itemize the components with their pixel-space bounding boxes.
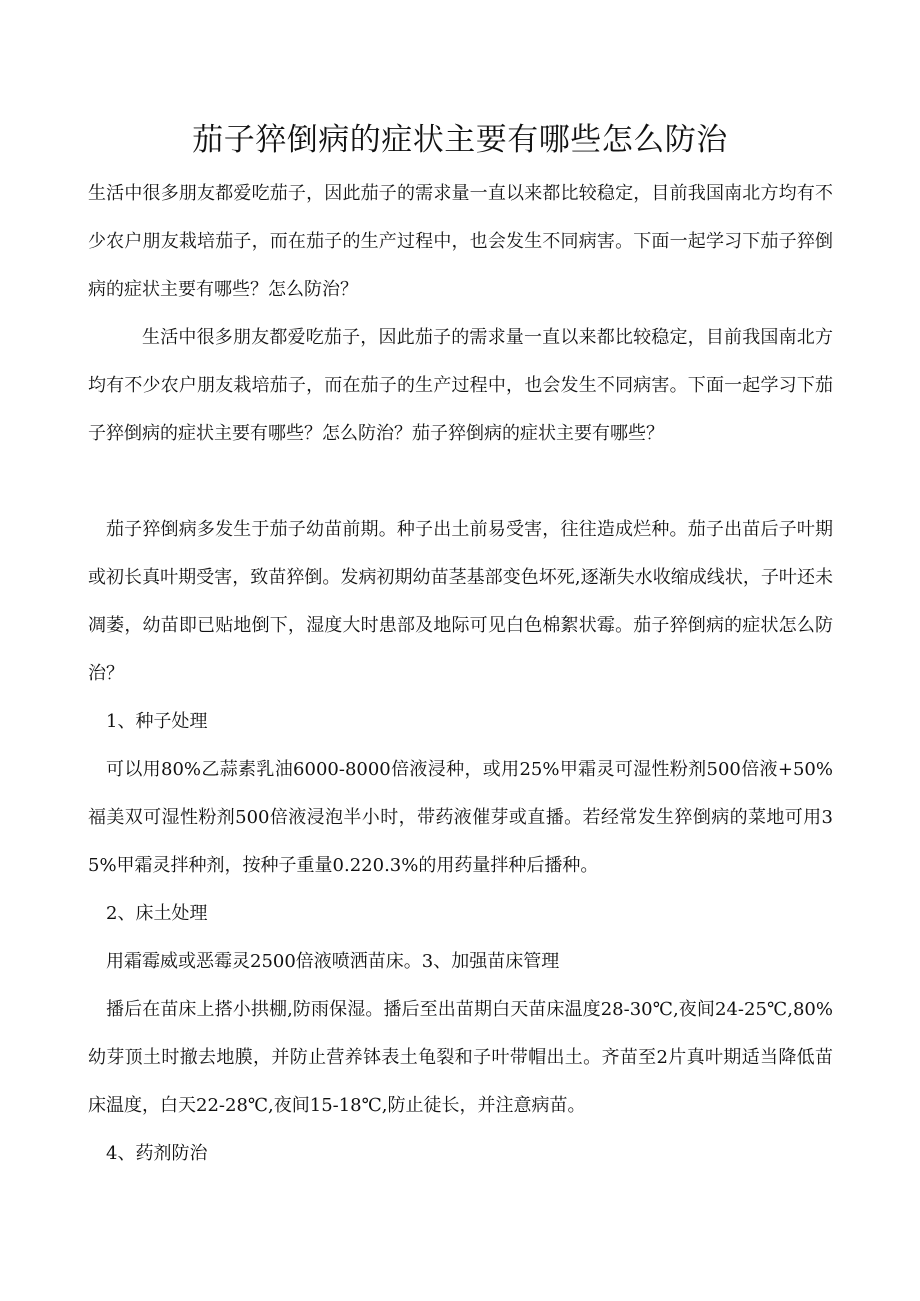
symptoms-paragraph: 茄子猝倒病多发生于茄子幼苗前期。种子出土前易受害，往往造成烂种。茄子出苗后子叶期或初长真叶期受害，致苗猝倒。发病初期幼苗茎基部变色坏死,逐渐失水收缩成线状，子叶还未凋萎，幼苗即已贴地倒下，湿度大时患部及地际可见白色棉絮状霉。茄子猝倒病的症状怎么防治？: [88, 519, 833, 684]
intro-repeat-paragraph: 生活中很多朋友都爱吃茄子，因此茄子的需求量一直以来都比较稳定，目前我国南北方均有不少农户朋友栽培茄子，而在茄子的生产过程中，也会发生不同病害。下面一起学习下茄子猝倒病的症状主要有哪些？怎么防治？茄子猝倒病的症状主要有哪些？: [88, 327, 833, 444]
seed-treatment-paragraph: 可以用80%乙蒜素乳油6000-8000倍液浸种，或用25%甲霜灵可湿性粉剂500倍液+50%福美双可湿性粉剂500倍液浸泡半小时，带药液催芽或直播。若经常发生猝倒病的菜地可用35%甲霜灵拌种剂，按种子重量0.220.3%的用药量拌种后播种。: [88, 759, 833, 876]
section-heading-chemical-control: 4、药剂防治: [106, 1143, 208, 1164]
intro-paragraph: 生活中很多朋友都爱吃茄子，因此茄子的需求量一直以来都比较稳定，目前我国南北方均有不少农户朋友栽培茄子，而在茄子的生产过程中，也会发生不同病害。下面一起学习下茄子猝倒病的症状主要有哪些？怎么防治？: [88, 183, 833, 300]
document-title: 茄子猝倒病的症状主要有哪些怎么防治: [192, 122, 728, 158]
section-heading-seed-treatment: 1、种子处理: [106, 711, 208, 732]
bed-management-paragraph: 播后在苗床上搭小拱棚,防雨保湿。播后至出苗期白天苗床温度28-30℃,夜间24-25℃,80%幼芽顶土时撤去地膜，并防止营养钵表土龟裂和子叶带帽出土。齐苗至2片真叶期适当降低苗床温度，白天22-28℃,夜间15-18℃,防止徒长，并注意病苗。: [88, 999, 833, 1116]
section-heading-soil-treatment: 2、床土处理: [106, 903, 208, 924]
soil-treatment-paragraph: 用霜霉威或恶霉灵2500倍液喷洒苗床。3、加强苗床管理: [106, 951, 560, 972]
